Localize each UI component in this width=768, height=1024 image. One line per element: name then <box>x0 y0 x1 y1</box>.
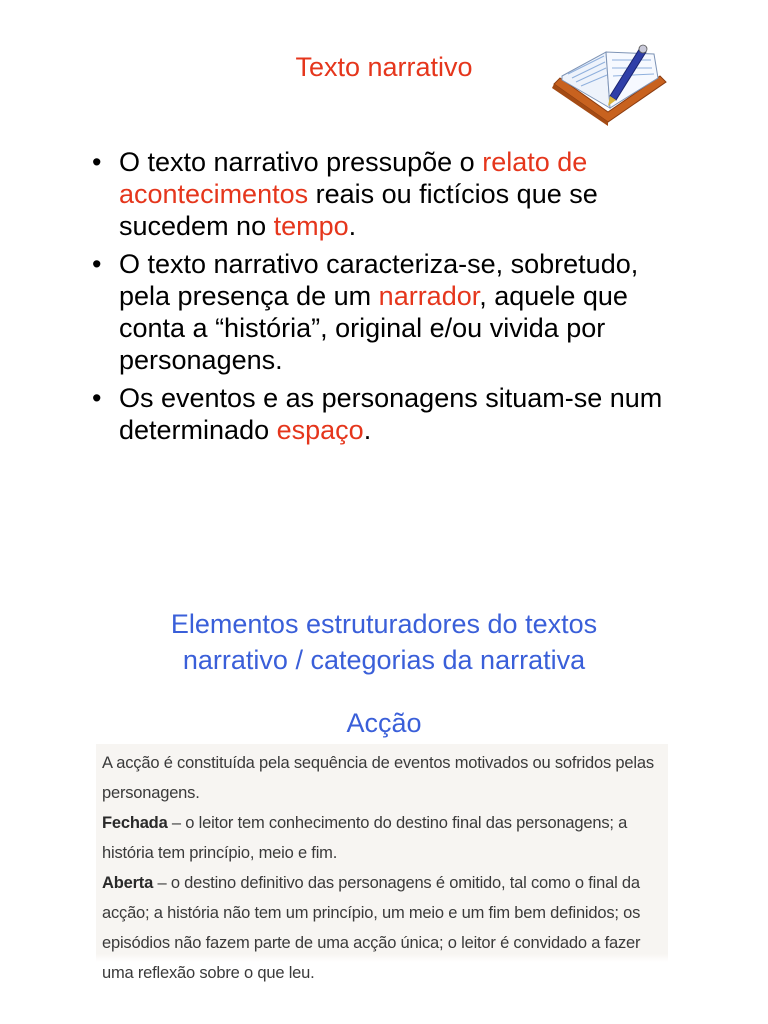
bullet-2-text: O texto narrativo caracteriza-se, sobretudo, pela presença de um <box>119 249 639 311</box>
section-heading-line-1: Elementos estruturadores do textos <box>170 609 598 639</box>
highlight-narrador: narrador <box>378 281 480 311</box>
section-heading-line-2: narrativo / categorias da narrativa <box>182 645 586 675</box>
bullet-item <box>92 146 692 242</box>
bullet-marker: • <box>92 383 102 413</box>
scan-intro: A acção é constituída pela sequência de eventos motivados ou sofridos pelas personagens. <box>102 754 654 802</box>
definition-fechada: – o leitor tem conhecimento do destino final das personagens; a história tem princípio, meio e fim. <box>102 814 628 862</box>
bullet-1-text: O texto narrativo pressupõe o <box>119 147 483 177</box>
term-fechada: Fechada <box>102 814 168 832</box>
bullet-item <box>92 382 692 446</box>
bullet-marker: • <box>92 249 102 279</box>
definition-aberta: – o destino definitivo das personagens é omitido, tal como o final da acção; a história não tem um princípio, um meio e um fim bem definidos; os episódios não fazem parte de uma acção única; o leitor é convidado a fazer uma reflexão sobre o que leu. <box>102 874 641 982</box>
scan-item-aberta <box>102 868 662 988</box>
bullet-1-text: reais ou fictícios que se sucedem no <box>119 179 598 241</box>
term-aberta: Aberta <box>102 874 154 892</box>
highlight-tempo: tempo <box>273 211 349 241</box>
scan-edge <box>96 954 668 962</box>
slide-title: Texto narrativo <box>295 52 473 82</box>
notebook-pen-icon <box>548 38 670 128</box>
bullet-3-text: . <box>363 415 372 445</box>
highlight-relato: relato de acontecimentos <box>119 147 588 209</box>
scan-item-fechada <box>102 808 662 868</box>
section-subtitle: Acção <box>346 708 422 738</box>
bullet-marker: • <box>92 147 102 177</box>
bullet-2-text: , aquele que conta a “história”, original e/ou vivida por personagens. <box>119 281 628 375</box>
bullet-list <box>92 146 692 452</box>
bullet-1-text: . <box>348 211 357 241</box>
bullet-3-text: Os eventos e as personagens situam-se num determinado <box>119 383 663 445</box>
highlight-espaco: espaço <box>276 415 364 445</box>
section-heading <box>0 606 768 678</box>
scanned-text-image <box>96 744 668 982</box>
bullet-item <box>92 248 692 376</box>
